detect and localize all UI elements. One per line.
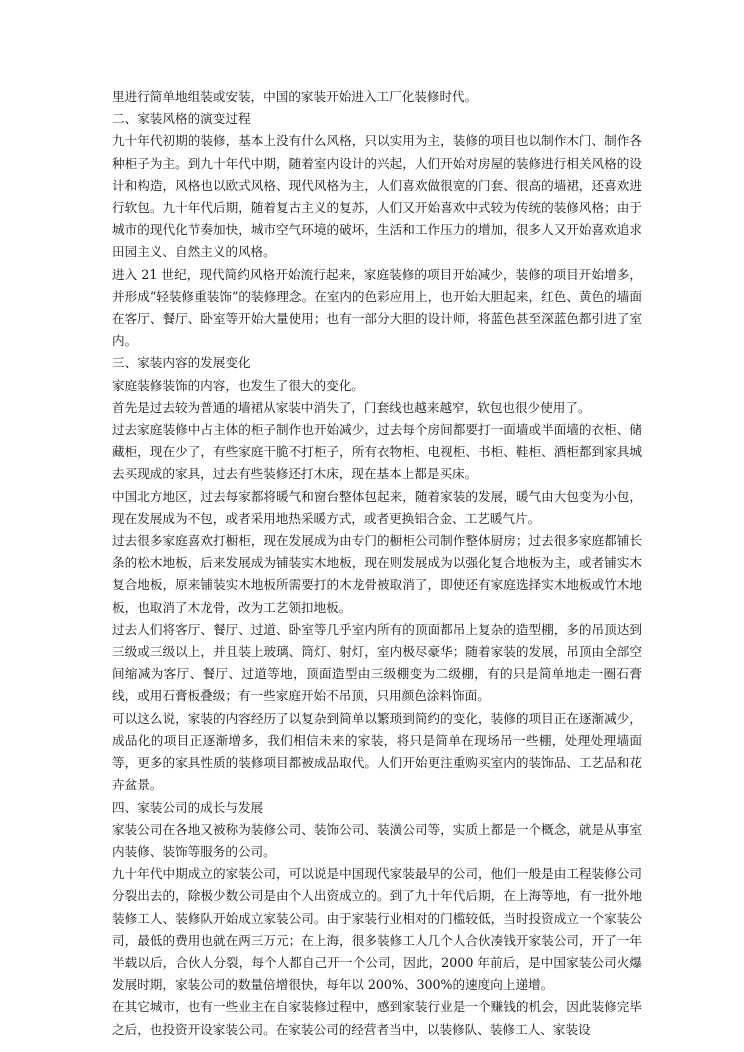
paragraph: 九十年代中期成立的家装公司，可以说是中国现代家装最早的公司，他们一般是由工程装修公司分裂出去的，除极少数公司是由个人出资成立的。到了九十年代后期，在上海等地，有一批外地装修工人、装修队开始成立家装公司。由于家装行业相对的门槛较低，当时投资成立一个家装公司，最低的费用也就在两三万元；在上海，很多装修工人几个人合伙凑钱开家装公司，开了一年半载以后，合伙人分裂，每个人都自己开一个公司，因此，2000 年前后，是中国家装公司火爆发展时期，家装公司的数量倍增很快，每年以 200%、300%的速度向上递增。 [112,866,642,993]
section-heading-3: 三、家装内容的发展变化 [112,355,251,371]
paragraph: 可以这么说，家装的内容经历了以复杂到简单以繁琐到简约的变化，装修的项目正在逐渐减少，成品化的项目正逐渐增多，我们相信未来的家装，将只是简单在现场吊一些棚，处理处理墙面等，更多的家具性质的装修项目都被成品取代。人们开始更注重购买室内的装饰品、工艺品和花卉盆景。 [112,710,642,793]
paragraph: 里进行简单地组装或安装，中国的家装开始进入工厂化装修时代。 [112,89,478,104]
paragraph: 首先是过去较为普通的墙裙从家装中消失了，门套线也越来越窄，软包也很少使用了。 [112,399,591,415]
paragraph: 家庭装修装饰的内容，也发生了很大的变化。 [112,377,364,393]
paragraph: 过去人们将客厅、餐厅、过道、卧室等几乎室内所有的顶面都吊上复杂的造型棚，多的吊顶达到三级或三级以上，并且装上玻璃、筒灯、射灯，室内极尽豪华；随着家装的发展，吊顶由全部空间缩减为客厅、餐厅、过道等地，顶面造型由三级棚变为二级棚，有的只是简单地走一圈石膏线，或用石膏板叠级；有一些家庭开始不吊顶，只用颜色涂料饰面。 [112,621,642,704]
paragraph: 进入 21 世纪，现代简约风格开始流行起来，家庭装修的项目开始减少，装修的项目开始增多，并形成“轻装修重装饰”的装修理念。在室内的色彩应用上，也开始大胆起来，红色、黄色的墙面在客厅、餐厅、卧室等开始大量使用；也有一部分大胆的设计师，将蓝色甚至深蓝色都引进了室内。 [112,266,642,349]
paragraph: 中国北方地区，过去每家都将暖气和窗台整体包起来，随着家装的发展，暖气由大包变为小包，现在发展成为不包，或者采用地热采暖方式，或者更换铝合金、工艺暖气片。 [112,488,642,526]
section-heading-4: 四、家装公司的成长与发展 [112,799,264,815]
paragraph: 在其它城市，也有一些业主在自家装修过程中，感到家装行业是一个赚钱的机会，因此装修完毕之后，也投资开设家装公司。在家装公司的经营者当中，以装修队、装修工人、家装设 [112,999,642,1037]
paragraph: 过去很多家庭喜欢打橱柜，现在发展成为由专门的橱柜公司制作整体厨房；过去很多家庭都铺长条的松木地板，后来发展成为铺装实木地板，现在则发展成为以强化复合地板为主，或者铺实木复合地板，原来铺装实木地板所需要打的木龙骨被取消了，即使还有家庭选择实木地板或竹木地板，也取消了木龙骨，改为工艺领扣地板。 [112,533,642,615]
document-body [112,86,642,1041]
paragraph: 九十年代初期的装修，基本上没有什么风格，只以实用为主，装修的项目也以制作木门、制作各种柜子为主。到九十年代中期，随着室内设计的兴起，人们开始对房屋的装修进行相关风格的设计和构造，风格也以欧式风格、现代风格为主，人们喜欢做很宽的门套、很高的墙裙，还喜欢进行软包。九十年代后期，随着复古主义的复苏，人们又开始喜欢中式较为传统的装修风格；由于城市的现代化节奏加快，城市空气环境的破坏，生活和工作压力的增加，很多人又开始喜欢追求田园主义、自然主义的风格。 [112,133,642,260]
paragraph: 过去家庭装修中占主体的柜子制作也开始减少，过去每个房间都要打一面墙或半面墙的衣柜、储藏柜，现在少了，有些家庭干脆不打柜子，所有衣物柜、电视柜、书柜、鞋柜、酒柜都到家具城去买现成的家具，过去有些装修还打木床，现在基本上都是买床。 [112,422,642,482]
section-heading-2: 二、家装风格的演变过程 [112,111,251,127]
paragraph: 家装公司在各地又被称为装修公司、装饰公司、装潢公司等，实质上都是一个概念，就是从事室内装修、装饰等服务的公司。 [112,821,642,859]
